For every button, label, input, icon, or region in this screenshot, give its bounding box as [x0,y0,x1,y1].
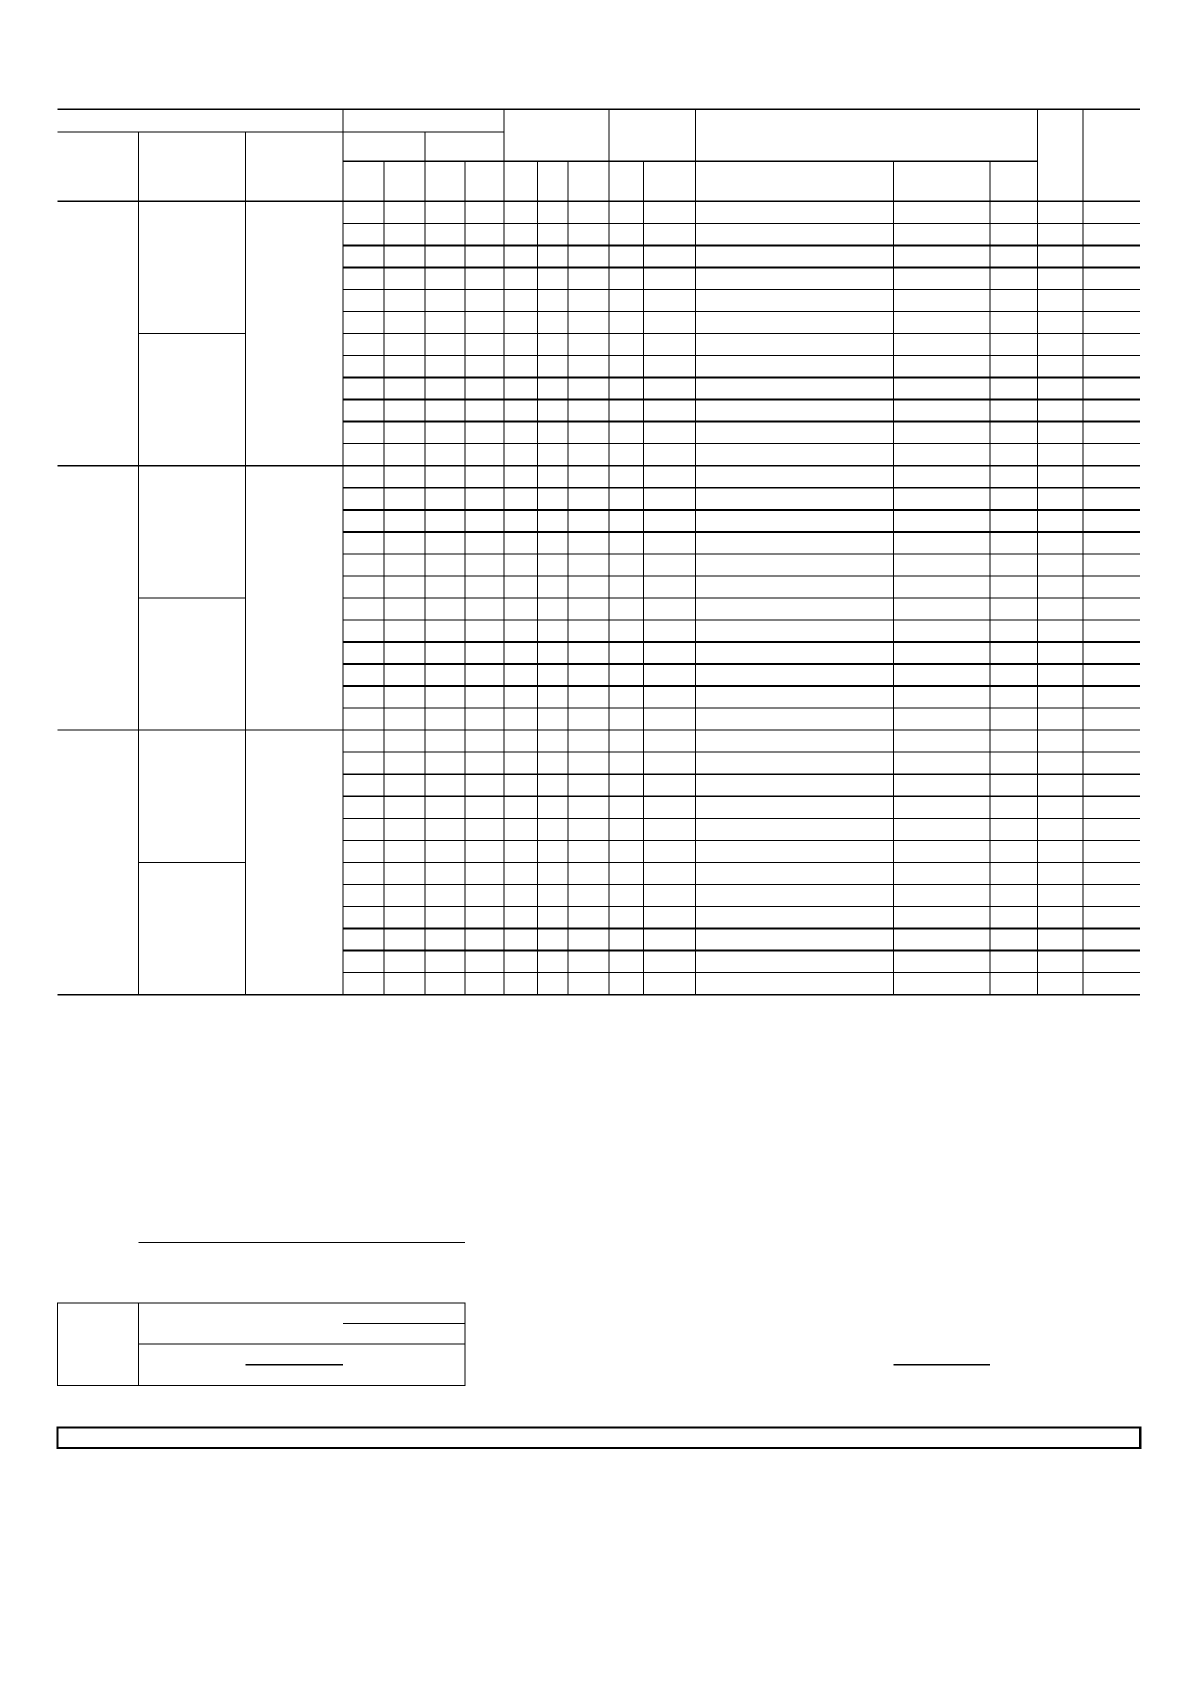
main-table [57,109,1140,994]
signature-block [57,1242,990,1385]
footer-box [57,1428,1140,1449]
footer-note-box [57,1428,1140,1449]
